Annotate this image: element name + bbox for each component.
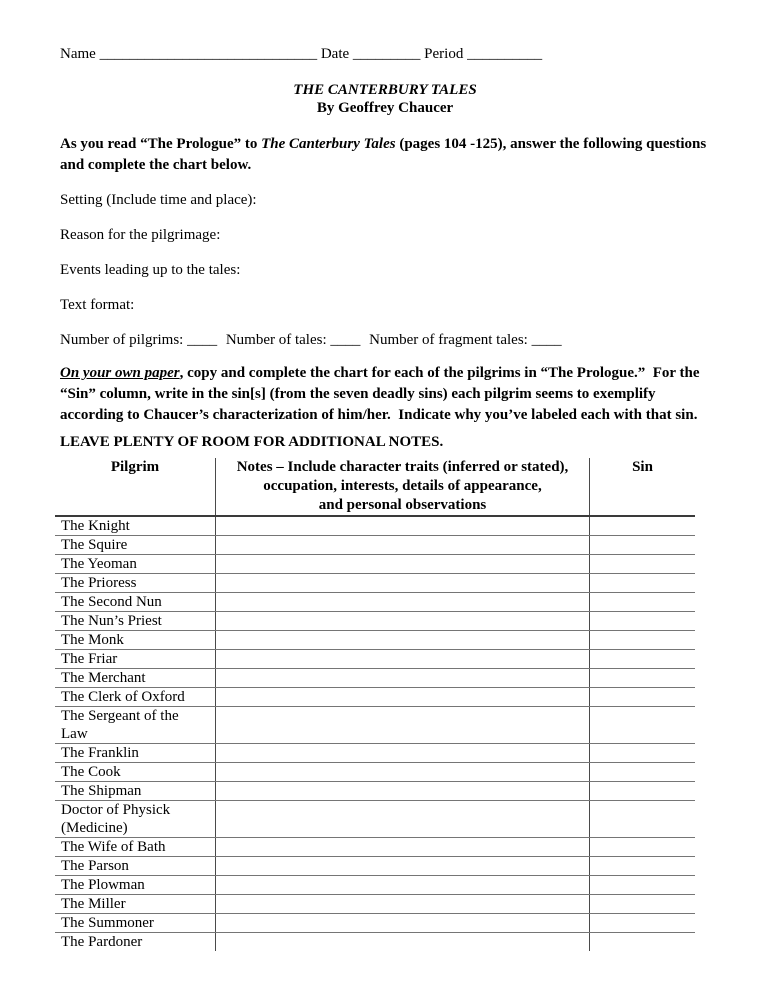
notes-heading: LEAVE PLENTY OF ROOM FOR ADDITIONAL NOTES. <box>60 434 444 450</box>
sin-cell <box>590 838 695 856</box>
sin-cell <box>590 612 695 630</box>
notes-cell <box>216 669 590 687</box>
date-label: Date <box>320 46 350 62</box>
period-blank: __________ <box>467 46 543 62</box>
pilgrim-name-cell: The Yeoman <box>55 555 216 573</box>
tales-count-label: Number of tales: <box>225 332 327 348</box>
notes-cell <box>216 650 590 668</box>
notes-header-line-3: and personal observations <box>318 497 487 513</box>
pilgrim-name-cell: The Miller <box>55 895 216 913</box>
pilgrim-name-cell: The Monk <box>55 631 216 649</box>
intro-pre: As you read “The Prologue” to <box>60 136 262 152</box>
table-row <box>55 876 695 895</box>
notes-cell <box>216 838 590 856</box>
table-row <box>55 782 695 801</box>
pilgrims-count-label: Number of pilgrims: <box>60 332 184 348</box>
notes-cell <box>216 895 590 913</box>
question-setting: Setting (Include time and place): <box>60 192 257 208</box>
table-row <box>55 536 695 555</box>
notes-header-line-1: Notes – Include character traits (inferred or stated), <box>236 459 569 475</box>
notes-cell <box>216 688 590 706</box>
chart-header-row <box>55 458 695 517</box>
table-row <box>55 744 695 763</box>
pilgrim-name-cell: The Sergeant of the Law <box>55 707 216 743</box>
book-title: The Canterbury Tales <box>261 136 396 152</box>
notes-cell <box>216 574 590 592</box>
table-row <box>55 574 695 593</box>
sin-cell <box>590 669 695 687</box>
pilgrim-name-cell: The Shipman <box>55 782 216 800</box>
pilgrim-name-cell: The Squire <box>55 536 216 554</box>
table-row <box>55 838 695 857</box>
sin-cell <box>590 763 695 781</box>
period-label: Period <box>424 46 464 62</box>
sin-cell <box>590 650 695 668</box>
notes-cell <box>216 593 590 611</box>
table-row <box>55 593 695 612</box>
sin-cell <box>590 593 695 611</box>
sin-cell <box>590 744 695 762</box>
name-label: Name <box>60 46 96 62</box>
name-blank: _____________________________ <box>99 46 318 62</box>
column-header-notes <box>216 458 590 515</box>
table-row <box>55 650 695 669</box>
notes-cell <box>216 876 590 894</box>
notes-cell <box>216 744 590 762</box>
notes-cell <box>216 536 590 554</box>
question-text-format: Text format: <box>60 297 135 313</box>
sin-cell <box>590 688 695 706</box>
table-row <box>55 669 695 688</box>
notes-cell <box>216 763 590 781</box>
notes-cell <box>216 707 590 743</box>
document-byline: By Geoffrey Chaucer <box>316 100 454 116</box>
pilgrim-name-cell: Doctor of Physick (Medicine) <box>55 801 216 837</box>
pilgrim-name-cell: The Merchant <box>55 669 216 687</box>
pilgrim-name-cell: The Prioress <box>55 574 216 592</box>
pilgrims-count-blank: ____ <box>187 332 218 348</box>
notes-header-line-2: occupation, interests, details of appearance, <box>263 478 542 494</box>
sin-cell <box>590 631 695 649</box>
sin-cell <box>590 914 695 932</box>
intro-paragraph <box>60 134 710 176</box>
notes-cell <box>216 801 590 837</box>
notes-cell <box>216 517 590 535</box>
pilgrim-name-cell: The Pardoner <box>55 933 216 951</box>
sin-cell <box>590 801 695 837</box>
pilgrim-name-cell: The Wife of Bath <box>55 838 216 856</box>
pilgrim-name-cell: The Knight <box>55 517 216 535</box>
fragment-count-blank: ____ <box>531 332 562 348</box>
pilgrim-name-cell: The Friar <box>55 650 216 668</box>
table-row <box>55 688 695 707</box>
intro-post: (pages 104 -125), answer the following questions and complete the chart below. <box>60 136 710 173</box>
notes-cell <box>216 914 590 932</box>
notes-cell <box>216 933 590 951</box>
sin-cell <box>590 876 695 894</box>
sin-cell <box>590 536 695 554</box>
pilgrim-name-cell: The Clerk of Oxford <box>55 688 216 706</box>
table-row <box>55 895 695 914</box>
pilgrim-chart <box>55 458 695 951</box>
instructions-paragraph <box>60 363 710 426</box>
sin-cell <box>590 517 695 535</box>
table-row <box>55 933 695 951</box>
table-row <box>55 555 695 574</box>
pilgrim-name-cell: The Cook <box>55 763 216 781</box>
instructions-lead: On your own paper <box>60 365 180 381</box>
pilgrim-name-cell: The Parson <box>55 857 216 875</box>
sin-cell <box>590 895 695 913</box>
column-header-pilgrim: Pilgrim <box>55 458 216 515</box>
sin-cell <box>590 933 695 951</box>
table-row <box>55 914 695 933</box>
sin-cell <box>590 782 695 800</box>
date-blank: _________ <box>352 46 421 62</box>
question-reason: Reason for the pilgrimage: <box>60 227 221 243</box>
sin-cell <box>590 857 695 875</box>
tales-count-blank: ____ <box>330 332 361 348</box>
notes-cell <box>216 857 590 875</box>
table-row <box>55 517 695 536</box>
pilgrim-name-cell: The Second Nun <box>55 593 216 611</box>
sin-cell <box>590 574 695 592</box>
instructions-body: , copy and complete the chart for each of the pilgrims in “The Prologue.” For the “Sin” column, write in the sin[s] (from the seven deadly sins) each pilgrim seems to exemplify according to Chaucer’s characterization of him/her. Indicate why you’ve labeled each with that sin. <box>60 365 704 423</box>
notes-cell <box>216 555 590 573</box>
sin-cell <box>590 555 695 573</box>
fragment-count-label: Number of fragment tales: <box>369 332 528 348</box>
table-row <box>55 612 695 631</box>
notes-cell <box>216 612 590 630</box>
notes-cell <box>216 631 590 649</box>
table-row <box>55 763 695 782</box>
column-header-sin: Sin <box>632 459 653 475</box>
counts-line <box>60 330 710 351</box>
table-row <box>55 857 695 876</box>
table-row <box>55 801 695 838</box>
title-block <box>60 81 710 117</box>
pilgrim-name-cell: The Plowman <box>55 876 216 894</box>
table-row <box>55 707 695 744</box>
name-date-period-line <box>60 45 710 64</box>
sin-cell <box>590 707 695 743</box>
table-row <box>55 631 695 650</box>
document-title: THE CANTERBURY TALES <box>293 82 477 98</box>
pilgrim-name-cell: The Franklin <box>55 744 216 762</box>
pilgrim-name-cell: The Nun’s Priest <box>55 612 216 630</box>
pilgrim-name-cell: The Summoner <box>55 914 216 932</box>
notes-cell <box>216 782 590 800</box>
question-events: Events leading up to the tales: <box>60 262 241 278</box>
